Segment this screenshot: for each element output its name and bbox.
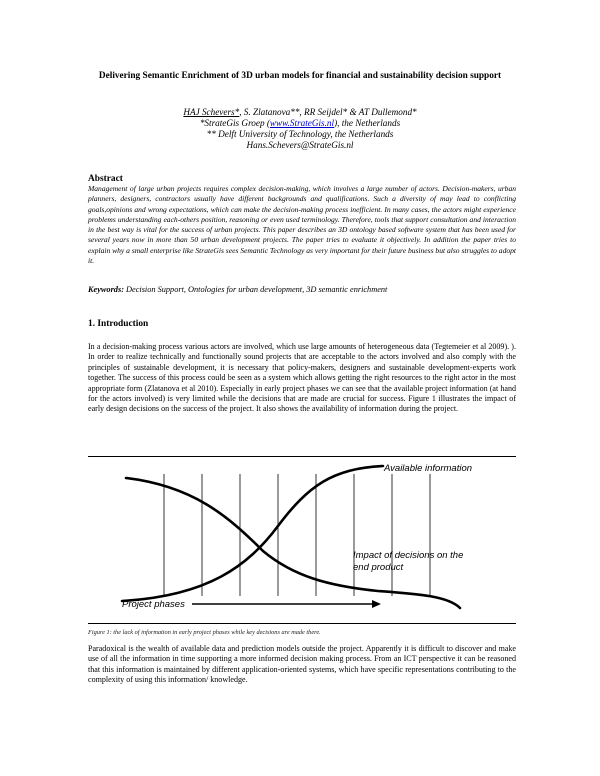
intro-paragraph-2: Paradoxical is the wealth of available data and prediction models outside the project. Apparently it is difficult to discover and make use of all the information in time supporting a more informed decision making process. From an ICT perspective it can be reasoned that this information is maintained by different application-oriented systems, which have specific representations contributing to the complexity of using this information/ knowledge. bbox=[88, 644, 516, 685]
co-authors: , S. Zlatanova**, RR Seijdel* & AT Dullemond* bbox=[239, 107, 417, 117]
impact-label-line-1: Impact of decisions on the bbox=[353, 550, 464, 561]
arrow-head-icon bbox=[372, 600, 381, 608]
figure-1-caption: Figure 1: the lack of information in early project phases while key decisions are made there. bbox=[88, 629, 321, 636]
section-heading-introduction: 1. Introduction bbox=[88, 319, 149, 329]
author-email: Hans.Schevers@StrateGis.nl bbox=[246, 140, 354, 150]
phase-separators bbox=[164, 474, 430, 596]
affiliation-1-prefix: *StrateGis Groep ( bbox=[199, 118, 270, 128]
affiliation-1-suffix: ), the Netherlands bbox=[334, 118, 401, 128]
author-block bbox=[120, 107, 480, 151]
keywords-text: Decision Support, Ontologies for urban development, 3D semantic enrichment bbox=[123, 285, 388, 294]
abstract-heading: Abstract bbox=[88, 174, 123, 184]
intro-paragraph-1: In a decision-making process various actors are involved, which use large amounts of heterogeneous data (Tegtemeier et al 2009). ). In order to realize technically and functionally sound projects that are acceptable to the actors involved and also comply with the principles of sustainable development, it is necessary that policy-makers, designers and sustainable development-experts work together. The success of this process could be seen as a system which allows getting the right resources to the right actor in the most appropriate form (Zlatanova et al 2010). Especially in early project phases we can see that the available project information (at hand for the actors involved) is very limited while the decisions that are made are crucial for success. Figure 1 illustrates the impact of early design decisions on the success of the project. It also shows the availability of information during the project. bbox=[88, 342, 516, 414]
keywords-label: Keywords: bbox=[88, 285, 124, 294]
lead-author: HAJ Schevers* bbox=[183, 107, 240, 117]
abstract-body: Management of large urban projects requires complex decision-making, which involves a large number of actors. Decision-makers, urban planners, designers, contractors usually have different backgrounds and qualifications. Such a diversity of may lead to conflicting goals,opinions and wrong expectations, which can make the decision-making process inefficient. In many cases, the actors might experience problems understanding each-others position, reasoning or even used terminology. Therefore, tools that support consultation and interaction in the best way is vital for the success of urban projects. This paper describes an 3D ontology based software system that has been used for several years now in more than 50 urban development projects. The paper tries to evaluate it objectively. In addition the paper tries to explain why a small enterprise like StrateGis sees Semantic Technology as very important for their future business but also struggles to adopt it. bbox=[88, 184, 516, 266]
available-information-label: Available information bbox=[384, 463, 473, 474]
figure-1-diagram bbox=[88, 456, 516, 624]
keywords-line bbox=[88, 285, 387, 294]
website-link[interactable]: www.StrateGis.nl bbox=[269, 118, 335, 128]
author-names bbox=[120, 107, 480, 118]
project-phases-label: Project phases bbox=[122, 599, 185, 610]
paper-title: Delivering Semantic Enrichment of 3D urban models for financial and sustainability decision support bbox=[98, 71, 502, 81]
impact-label-line-2: end product bbox=[353, 562, 404, 573]
impact-of-decisions-curve bbox=[126, 478, 460, 608]
affiliation-1 bbox=[120, 118, 480, 129]
affiliation-2: ** Delft University of Technology, the Netherlands bbox=[206, 129, 394, 139]
